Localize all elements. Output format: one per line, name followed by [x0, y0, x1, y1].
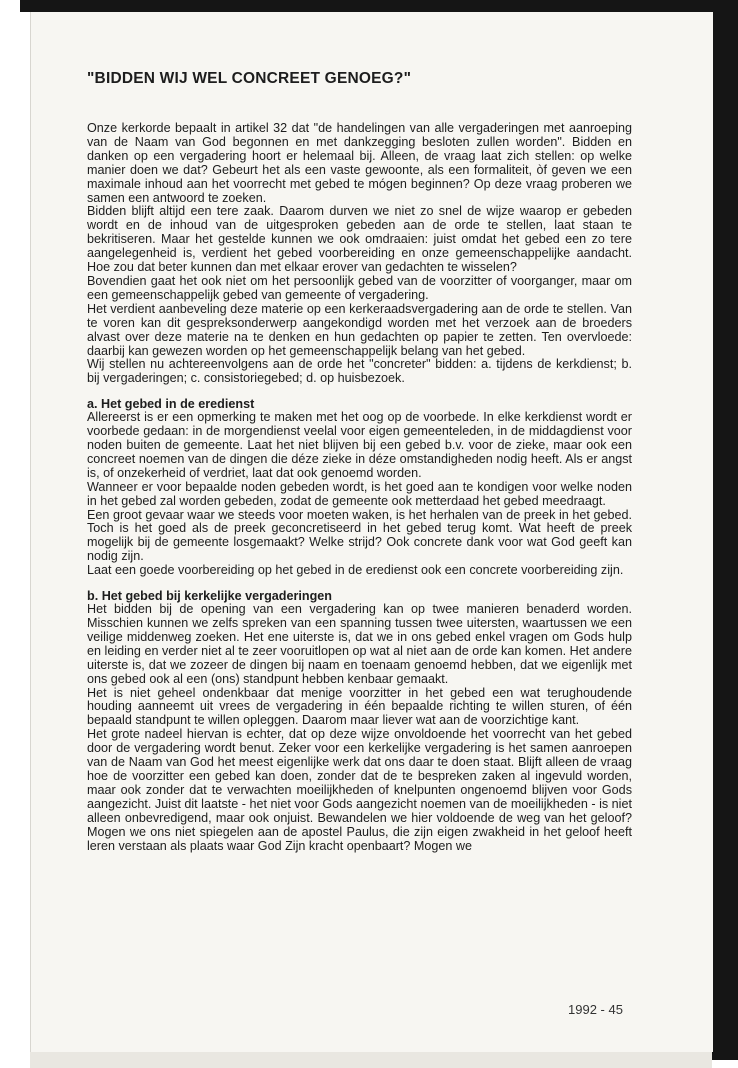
intro-paragraph-3: Bovendien gaat het ook niet om het persoonlijk gebed van de voorzitter of voorganger, maar om een gemeenschappelijk gebed van gemeente of vergadering.: [87, 273, 632, 302]
intro-paragraph-2: Bidden blijft altijd een tere zaak. Daarom durven we niet zo snel de wijze waarop er gebeden wordt en de inhoud van de uitgesproken gebeden aan de orde te stellen, laat staan te bekritiseren. Maar het gestelde kunnen we ook omdraaien: juist omdat het gebed een zo tere aangelegenheid is, verdient het gebed voorbereiding en onze gemeenschappelijke aandacht. Hoe zou dat beter kunnen dan met elkaar erover van gedachten te wisselen?: [87, 204, 632, 275]
intro-paragraph-1: Onze kerkorde bepaalt in artikel 32 dat "de handelingen van alle vergaderingen met aanroeping van de Naam van God begonnen en met dankzegging besloten zullen worden". Bidden en danken op een vergadering hoort er helemaal bij. Alleen, de vraag laat zich stellen: op welke manier doen we dat? Gebeurt het als een vaste gewoonte, als een formaliteit, òf geven we een maximale inhoud aan het voorrecht met gebed te mógen beginnen? Op deze vraag proberen we samen een antwoord te zoeken.: [87, 121, 632, 205]
section-a: [87, 411, 632, 578]
section-a-paragraph-2: Wanneer er voor bepaalde noden gebeden wordt, is het goed aan te kondigen voor welke noden in het gebed zal worden gebeden, zodat de gemeente ook metterdaad het gebed meedraagt.: [87, 479, 632, 508]
page-number: 1992 - 45: [568, 1002, 623, 1017]
section-b-paragraph-3: Het grote nadeel hiervan is echter, dat op deze wijze onvoldoende het voorrecht van het gebed door de vergadering wordt benut. Zeker voor een kerkelijke vergadering is het samen aanroepen van de Naam van God het meest eigenlijke werk dat ons daar te doen staat. Blijft alleen de vraag hoe de voorzitter een gebed kan doen, zonder dat de te bespreken zaken al ingevuld worden, maar ook zonder dat te verwachten moeilijkheden of knelpunten ongenoemd blijven voor Gods aangezicht. Juist dit laatste - het niet voor Gods aangezicht noemen van de moeilijkheden - is niet alleen onbevredigend, maar ook onjuist. Bewandelen we hier voldoende de weg van het geloof? Mogen we ons niet spiegelen aan de apostel Paulus, die zijn eigen zwakheid in het geloof heeft leren verstaan als plaats waar God Zijn kracht openbaart? Mogen we: [87, 727, 632, 853]
section-b: [87, 603, 632, 853]
article: [87, 70, 632, 853]
intro-section: [87, 122, 632, 386]
section-a-paragraph-4: Laat een goede voorbereiding op het gebed in de eredienst ook een concrete voorbereiding zijn.: [87, 563, 624, 578]
section-b-paragraph-2: Het is niet geheel ondenkbaar dat menige voorzitter in het gebed een wat terughoudende houding aanneemt uit vrees de vergadering in één bepaalde richting te willen sturen, of één bepaald standpunt te willen opleggen. Daarom maar liever wat aan de voorzichtige kant.: [87, 685, 632, 728]
section-a-paragraph-1: Allereerst is er een opmerking te maken met het oog op de voorbede. In elke kerkdienst wordt er voorbede gedaan: in de morgendienst veelal voor eigen gemeenteleden, in de middagdienst voor noden buiten de gemeente. Laat het niet blijven bij een gebed b.v. voor de zieke, maar ook een concreet noemen van de dingen die déze zieke in déze omstandigheden nodig heeft. Als er angst is, of onzekerheid of verdriet, laat dat ook genoemd worden.: [87, 410, 632, 480]
article-title: "BIDDEN WIJ WEL CONCREET GENOEG?": [87, 70, 412, 87]
intro-paragraph-4: Het verdient aanbeveling deze materie op een kerkeraadsvergadering aan de orde te stellen. Van te voren kan dit gespreksonderwerp aangekondigd worden met het verzoek aan de broeders alvast over deze materie na te denken en hun gedachten op papier te zetten. Ten overvloede: daarbij kan gewezen worden op het gemeenschappelijk belang van het gebed.: [87, 301, 632, 358]
section-a-paragraph-3: Een groot gevaar waar we steeds voor moeten waken, is het herhalen van de preek in het gebed. Toch is het goed als de preek geconcretiseerd in het gebed terug komt. Wat heeft de preek mogelijk bij de gemeente losgemaakt? Welke strijd? Ook concrete dank voor wat God geeft kan nodig zijn.: [87, 507, 632, 564]
section-a-heading: a. Het gebed in de eredienst: [87, 397, 255, 412]
scan-border-top: [20, 0, 738, 12]
intro-paragraph-5: Wij stellen nu achtereenvolgens aan de orde het "concreter" bidden: a. tijdens de kerkdienst; b. bij vergaderingen; c. consistoriegebed; d. op huisbezoek.: [87, 357, 632, 386]
scan-border-right: [712, 0, 738, 1060]
section-b-paragraph-1: Het bidden bij de opening van een vergadering kan op twee manieren benaderd worden. Misschien kunnen we zelfs spreken van een spanning tussen twee uitersten, waartussen we een veilige middenweg zoeken. Het ene uiterste is, dat we in ons gebed enkel vragen om Gods hulp en leiding en verder niet al te zeer vooruitlopen op wat al niet aan de orde kan komen. Het andere uiterste is, dat we zozeer de dingen bij naam en toenaam genoemd hebben, dat we eigenlijk met ons gebed ook al een (ons) standpunt hebben kenbaar gemaakt.: [87, 602, 632, 686]
section-b-heading: b. Het gebed bij kerkelijke vergaderingen: [87, 589, 332, 604]
scan-border-bottom: [30, 1052, 712, 1068]
